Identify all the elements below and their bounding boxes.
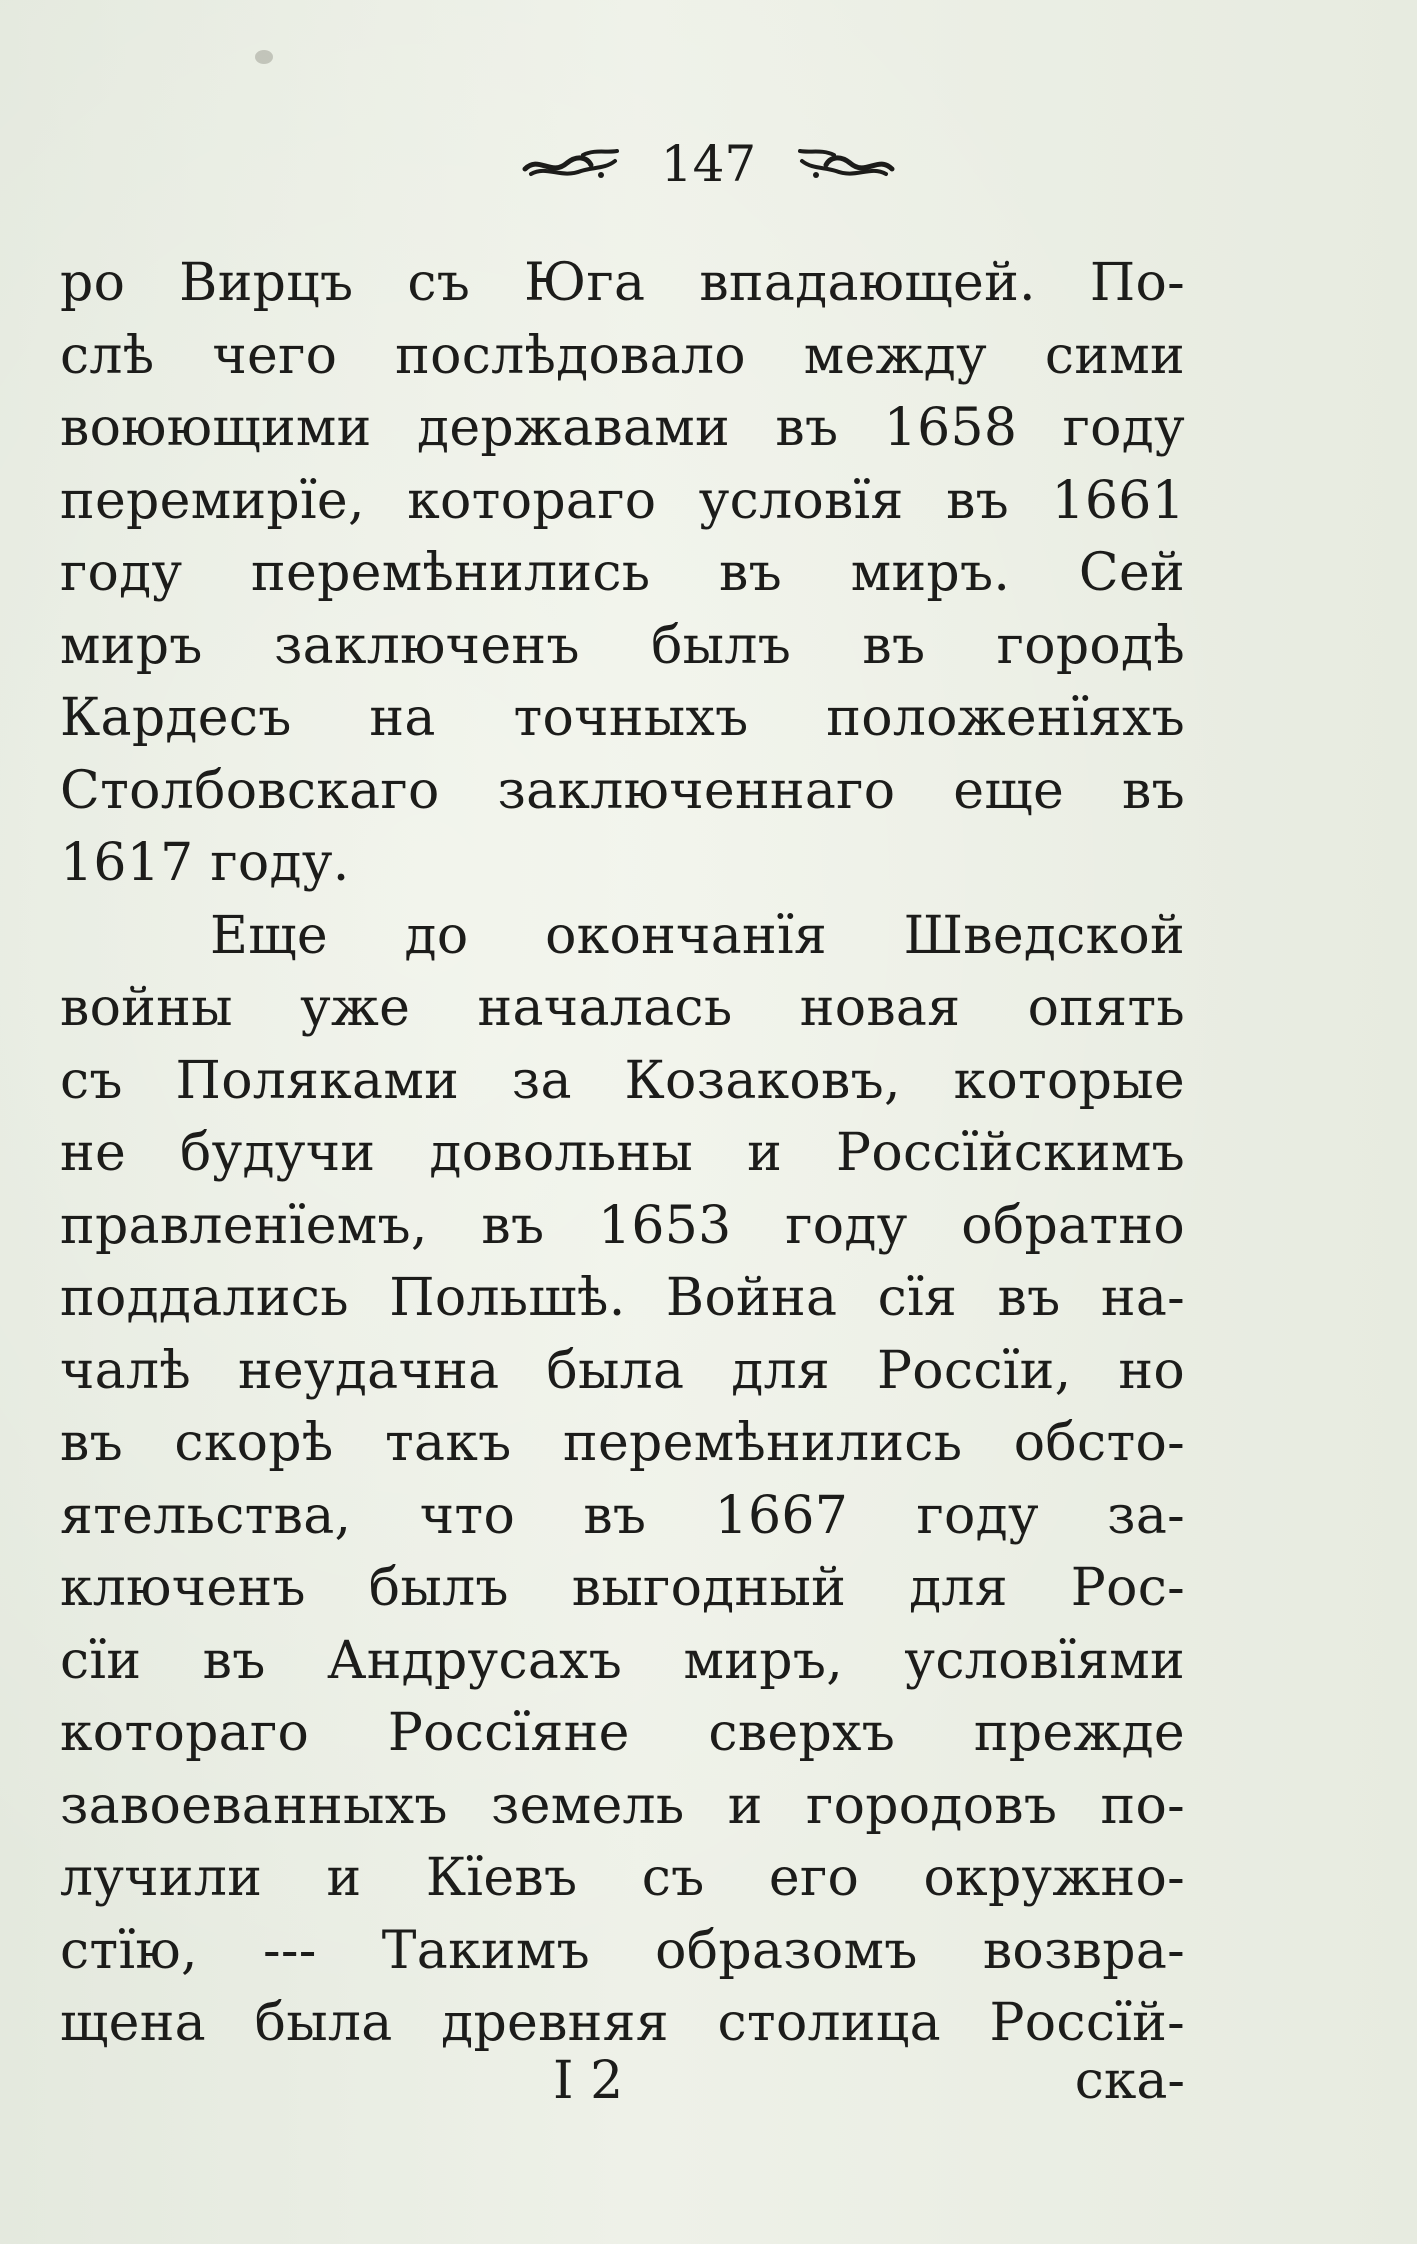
catchword: ска-	[1074, 2051, 1185, 2111]
text-line: Столбовскаго заключеннаго еще въ	[60, 760, 1185, 821]
text-block	[60, 247, 1185, 2060]
text-line: ро Вирцъ съ Юга впадающей. По-	[60, 253, 1185, 313]
left-ornament-icon	[521, 147, 621, 181]
text-line: войны уже началась новая опять	[60, 978, 1185, 1038]
text-line: котораго Россїяне сверхъ прежде	[60, 1703, 1185, 1763]
right-ornament-icon	[796, 147, 896, 181]
page-number: 147	[660, 135, 757, 193]
text-line: перемирїе, котораго условїя въ 1661	[60, 470, 1185, 531]
text-line: воюющими державами въ 1658 году	[60, 398, 1185, 458]
ink-spot	[255, 50, 273, 64]
text-line: въ скорѣ такъ перемѣнились обсто-	[60, 1413, 1185, 1473]
text-line: чалѣ неудачна была для Россїи, но	[60, 1340, 1185, 1401]
page-footer	[60, 2045, 1185, 2117]
text-line: лучили и Кїевъ съ его окружно-	[60, 1848, 1185, 1908]
text-line: правленїемъ, въ 1653 году обратно	[60, 1195, 1185, 1256]
text-line: стїю, --- Такимъ образомъ возвра-	[60, 1920, 1185, 1981]
page-header	[0, 130, 1417, 194]
text-line: сїи въ Андрусахъ миръ, условїями	[60, 1630, 1185, 1691]
text-line: году перемѣнились въ миръ. Сей	[60, 543, 1185, 603]
text-line: 1617 году.	[60, 833, 350, 893]
text-line: слѣ чего послѣдовало между сими	[60, 325, 1185, 386]
text-line: Кардесъ на точныхъ положенїяхъ	[60, 688, 1185, 748]
text-line: съ Поляками за Козаковъ, которые	[60, 1050, 1185, 1111]
text-line: ключенъ былъ выгодный для Рос-	[60, 1558, 1185, 1618]
text-line: ятельства, что въ 1667 году за-	[60, 1485, 1185, 1546]
text-line: миръ заключенъ былъ въ городѣ	[60, 615, 1185, 676]
text-line: завоеванныхъ земель и городовъ по-	[60, 1775, 1185, 1836]
paragraph-start-line: Еще до окончанїя Шведской	[210, 905, 1185, 966]
text-line: щена была древняя столица Россїй-	[60, 1993, 1185, 2053]
text-line: поддались Польшѣ. Война сїя въ на-	[60, 1268, 1185, 1328]
text-line: не будучи довольны и Россїйскимъ	[60, 1123, 1185, 1183]
signature-mark: I 2	[553, 2051, 624, 2111]
